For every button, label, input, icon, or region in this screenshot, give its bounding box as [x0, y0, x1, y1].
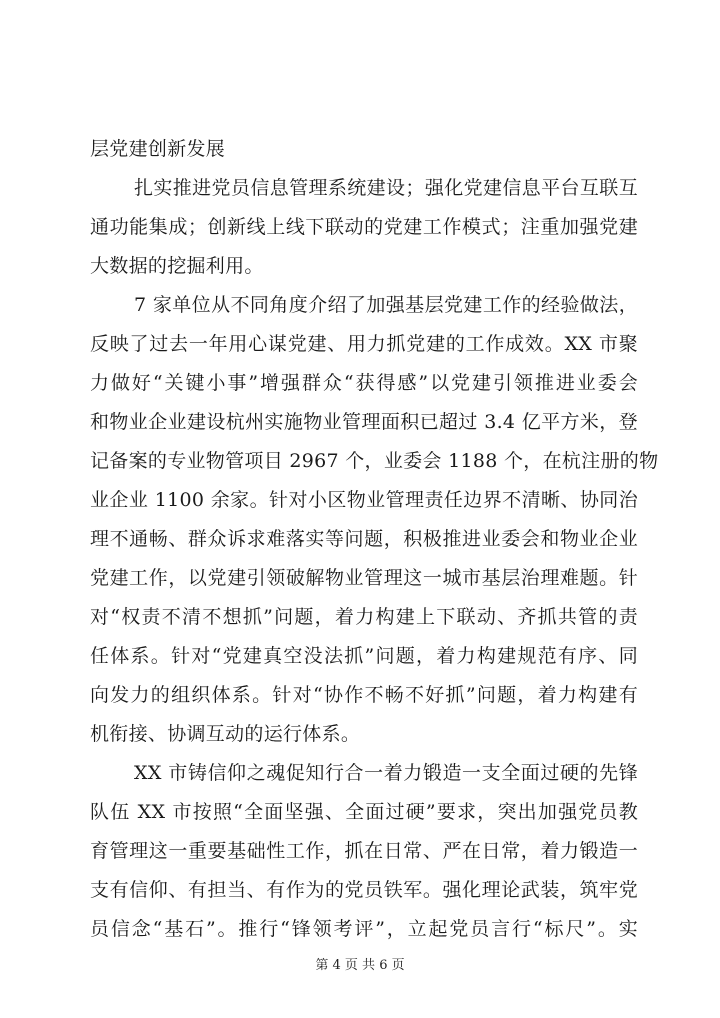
text-line: 对“权责不清不想抓”问题，着力构建上下联动、齐抓共管的责 [90, 606, 638, 628]
text-line: 机衔接、协调互动的运行体系。 [90, 723, 361, 745]
text-line: 队伍 XX 市按照“全面坚强、全面过硬”要求，突出加强党员教 [90, 801, 638, 823]
text-line: 员信念“基石”。推行“锋领考评”，立起党员言行“标尺”。实 [90, 918, 638, 940]
text-line: 党建工作，以党建引领破解物业管理这一城市基层治理难题。针 [90, 567, 638, 589]
text-line: 反映了过去一年用心谋党建、用力抓党建的工作成效。XX 市聚 [90, 333, 638, 355]
page-number-footer: 第 4 页 共 6 页 [315, 958, 405, 973]
text-line: 力做好“关键小事”增强群众“获得感”以党建引领推进业委会 [90, 372, 638, 394]
text-line: 向发力的组织体系。针对“协作不畅不好抓”问题，着力构建有 [90, 684, 638, 706]
text-line: 大数据的挖掘利用。 [90, 255, 264, 277]
text-line: XX 市铸信仰之魂促知行合一着力锻造一支全面过硬的先锋 [134, 762, 638, 784]
text-line: 理不通畅、群众诉求难落实等问题，积极推进业委会和物业企业 [90, 528, 638, 550]
text-line: 和物业企业建设杭州实施物业管理面积已超过 3.4 亿平方米，登 [90, 411, 638, 433]
text-line: 育管理这一重要基础性工作，抓在日常、严在日常，着力锻造一 [90, 840, 638, 862]
text-line: 扎实推进党员信息管理系统建设；强化党建信息平台互联互 [134, 177, 638, 199]
text-line: 通功能集成；创新线上线下联动的党建工作模式；注重加强党建 [90, 216, 638, 238]
text-line: 7 家单位从不同角度介绍了加强基层党建工作的经验做法， [134, 294, 638, 316]
text-line: 任体系。针对“党建真空没法抓”问题，着力构建规范有序、同 [90, 645, 638, 667]
text-line: 支有信仰、有担当、有作为的党员铁军。强化理论武装，筑牢党 [90, 879, 638, 901]
text-line: 记备案的专业物管项目 2967 个，业委会 1188 个，在杭注册的物 [90, 450, 659, 472]
text-line: 层党建创新发展 [90, 138, 226, 160]
text-line: 业企业 1100 余家。针对小区物业管理责任边界不清晰、协同治 [90, 489, 638, 511]
